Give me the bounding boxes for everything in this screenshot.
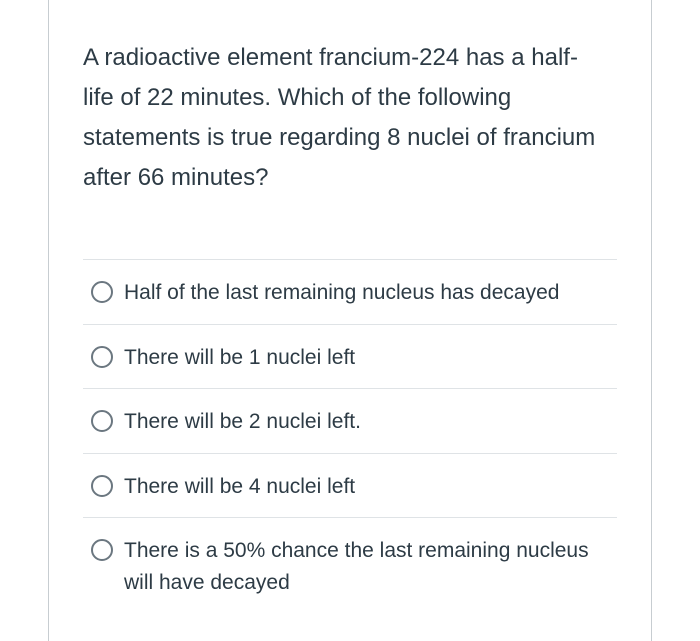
answer-label: Half of the last remaining nucleus has decayed — [124, 281, 560, 304]
radio-button-icon[interactable] — [91, 346, 113, 368]
answer-option[interactable] — [83, 388, 617, 453]
answer-label: There will be 2 nuclei left. — [124, 410, 361, 433]
radio-button-icon[interactable] — [91, 539, 113, 561]
answer-list — [83, 259, 617, 601]
answer-option[interactable] — [83, 517, 617, 601]
answer-option[interactable] — [83, 259, 617, 324]
radio-button-icon[interactable] — [91, 410, 113, 432]
answer-label: There will be 4 nuclei left — [124, 474, 356, 498]
radio-button-icon[interactable] — [91, 281, 113, 303]
answer-option[interactable] — [83, 324, 617, 389]
answer-option[interactable] — [83, 453, 617, 518]
question-text: A radioactive element francium-224 has a half-life of 22 minutes. Which of the following statements is true regarding 8 nuclei of francium after 66 minutes? — [83, 44, 596, 191]
answer-label: There will be 1 nuclei left — [124, 345, 356, 369]
radio-button-icon[interactable] — [91, 475, 113, 497]
answer-label: There is a 50% chance the last remaining nucleus will have decayed — [124, 539, 589, 594]
question-panel — [48, 0, 652, 641]
